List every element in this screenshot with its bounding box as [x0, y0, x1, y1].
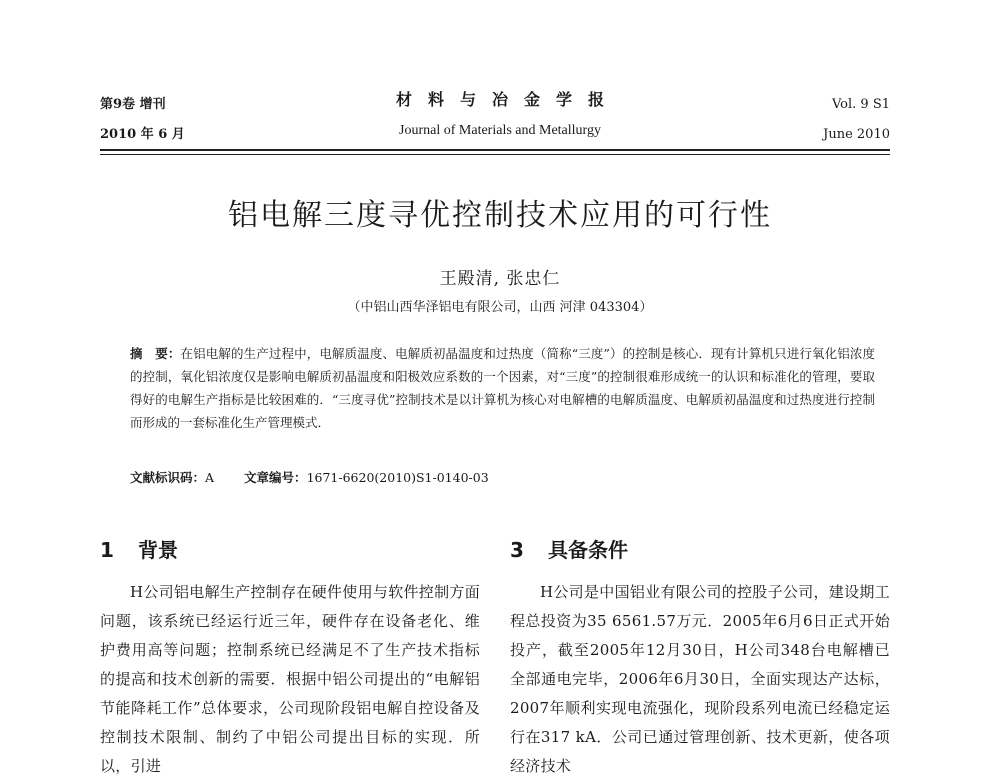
- section-conditions: [510, 532, 890, 781]
- volume-cn: 第9卷 增刊: [100, 97, 166, 112]
- header-rule-thin: [100, 154, 890, 155]
- doc-code-label: 文献标识码：: [130, 470, 206, 485]
- section-body: H公司是中国铝业有限公司的控股子公司，建设期工程总投资为35 6561.57万元．2005年6月6日正式开始投产，截至2005年12月30日，H公司348台电解槽已全部通电完毕，2006年6月30日，全面实现达产达标，2007年顺利实现电流强化，现阶段系列电流已经稳定运行在317 kA．公司已通过管理创新、技术更新，使各项经济技术: [510, 583, 890, 775]
- abstract: [130, 342, 875, 434]
- date-cn: 2010 年 6 月: [100, 127, 185, 142]
- section-body: H公司铝电解生产控制存在硬件使用与软件控制方面问题，该系统已经运行近三年，硬件存在设备老化、维护费用高等问题；控制系统已经满足不了生产技术指标的提高和技术创新的需要．根据中铝公司提出的“电解铝节能降耗工作”总体要求，公司现阶段铝电解自控设备及控制技术限制、制约了中铝公司提出目标的实现．所以，引进: [100, 583, 480, 775]
- section-heading: [510, 532, 890, 568]
- article-affiliation: （中铝山西华泽铝电有限公司，山西 河津 043304）: [347, 300, 653, 315]
- section-number: 1: [100, 538, 114, 562]
- article-no-label: 文章编号：: [244, 470, 307, 485]
- section-number: 3: [510, 538, 524, 562]
- section-background: [100, 532, 480, 781]
- date-en: June 2010: [823, 127, 890, 142]
- section-title: 背景: [138, 538, 178, 562]
- header-rule-thick: [100, 149, 890, 151]
- journal-name-en: Journal of Materials and Metallurgy: [399, 123, 601, 138]
- abstract-label: 摘 要：: [130, 346, 181, 361]
- abstract-text: 在铝电解的生产过程中，电解质温度、电解质初晶温度和过热度（简称“三度”）的控制是核心．现有计算机只进行氧化铝浓度的控制，氧化铝浓度仅是影响电解质初晶温度和阳极效应系数的一个因素，对“三度”的控制很难形成统一的认识和标准化的管理，要取得好的电解生产指标是比较困难的．“三度寻优”控制技术是以计算机为核心对电解槽的电解质温度、电解质初晶温度和过热度进行控制而形成的一套标准化生产管理模式．: [130, 346, 875, 430]
- section-title: 具备条件: [548, 538, 628, 562]
- section-heading: [100, 532, 480, 568]
- article-no: 1671-6620(2010)S1-0140-03: [306, 470, 489, 485]
- volume-en: Vol. 9 S1: [831, 97, 890, 112]
- journal-name-cn: 材料与冶金学报: [395, 90, 620, 109]
- article-authors: 王殿清, 张忠仁: [439, 269, 561, 289]
- article-title: 铝电解三度寻优控制技术应用的可行性: [228, 198, 772, 233]
- doc-code: A: [205, 470, 215, 485]
- article-meta: [130, 468, 489, 486]
- header-right: [823, 90, 890, 150]
